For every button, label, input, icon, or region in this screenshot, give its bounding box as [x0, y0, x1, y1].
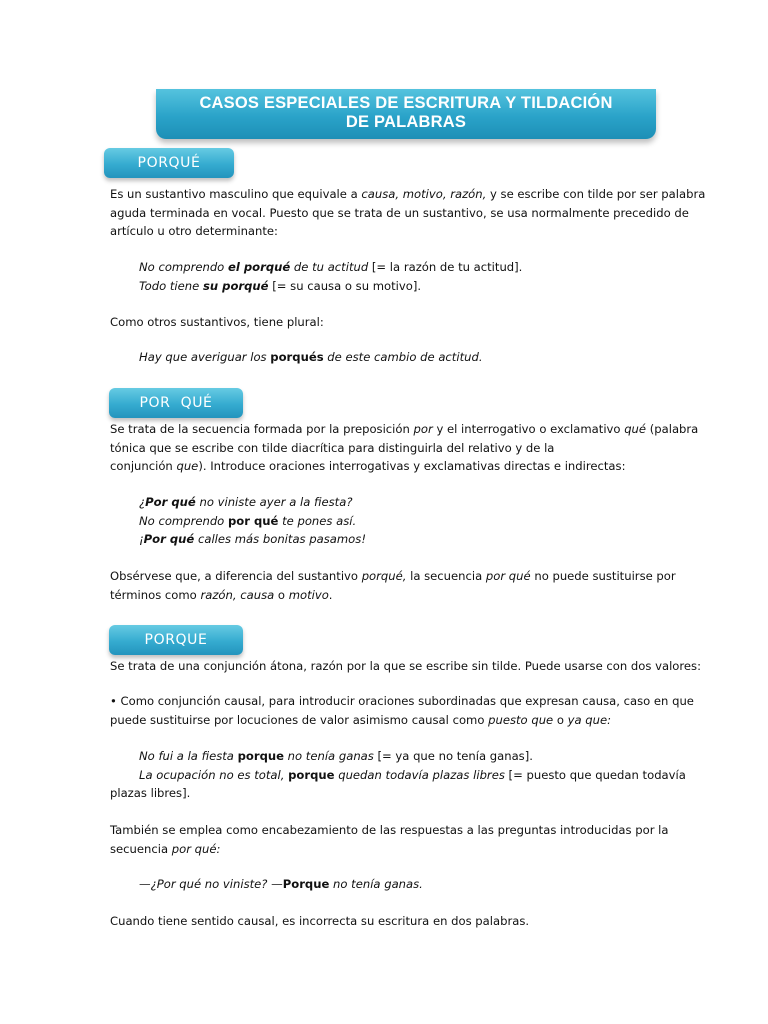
- por-que-examples: ¿Por qué no viniste ayer a la fiesta? No comprendo por qué te pones así. ¡Por qué calles más bonitas pasamos!: [139, 495, 366, 546]
- section-tab-porque-tilde: PORQUÉ: [104, 148, 234, 178]
- porque-answer-example: —¿Por qué no viniste? —Porque no tenía ganas.: [139, 877, 423, 891]
- por-que-note: Obsérvese que, a diferencia del sustantivo porqué, la secuencia por qué no puede sustituirse por términos como razón, causa o motivo.: [110, 569, 676, 602]
- page-title: CASOS ESPECIALES DE ESCRITURA Y TILDACIÓN DE PALABRAS: [156, 89, 656, 139]
- porque-closing-note: Cuando tiene sentido causal, es incorrecta su escritura en dos palabras.: [110, 914, 530, 928]
- por-que-definition: Se trata de la secuencia formada por la preposición por y el interrogativo o exclamativo qué (palabra tónica que se escribe con tilde diacrítica para distinguirla del relativo y de la conjunción que). Introduce oraciones interrogativas y exclamativas directas e indirectas:: [110, 422, 699, 473]
- section-tab-porque: PORQUE: [109, 625, 243, 655]
- porque-tilde-plural-intro: Como otros sustantivos, tiene plural:: [110, 315, 324, 329]
- porque-tilde-examples: No comprendo el porqué de tu actitud [= la razón de tu actitud]. Todo tiene su porqué [= su causa o su motivo].: [139, 260, 523, 293]
- porque-tilde-definition: Es un sustantivo masculino que equivale a causa, motivo, razón, y se escribe con tilde por ser palabra aguda terminada en vocal. Puesto que se trata de un sustantivo, se usa normalmente precedido de artículo u otro determinante:: [110, 187, 706, 238]
- porque-answer-usage: También se emplea como encabezamiento de las respuestas a las preguntas introducidas por la secuencia por qué:: [110, 823, 669, 856]
- porque-causal-bullet: • Como conjunción causal, para introducir oraciones subordinadas que expresan causa, caso en que puede sustituirse por locuciones de valor asimismo causal como puesto que o ya que:: [110, 694, 694, 727]
- porque-definition: Se trata de una conjunción átona, razón por la que se escribe sin tilde. Puede usarse con dos valores:: [110, 659, 701, 673]
- porque-causal-examples: No fui a la fiesta porque no tenía ganas [= ya que no tenía ganas]. La ocupación no es total, porque quedan todavía plazas libres [= puesto que quedan todavía plazas libres].: [110, 749, 686, 800]
- section-tab-por-que: POR QUÉ: [109, 388, 243, 418]
- porque-tilde-plural-example: Hay que averiguar los porqués de este cambio de actitud.: [139, 350, 483, 364]
